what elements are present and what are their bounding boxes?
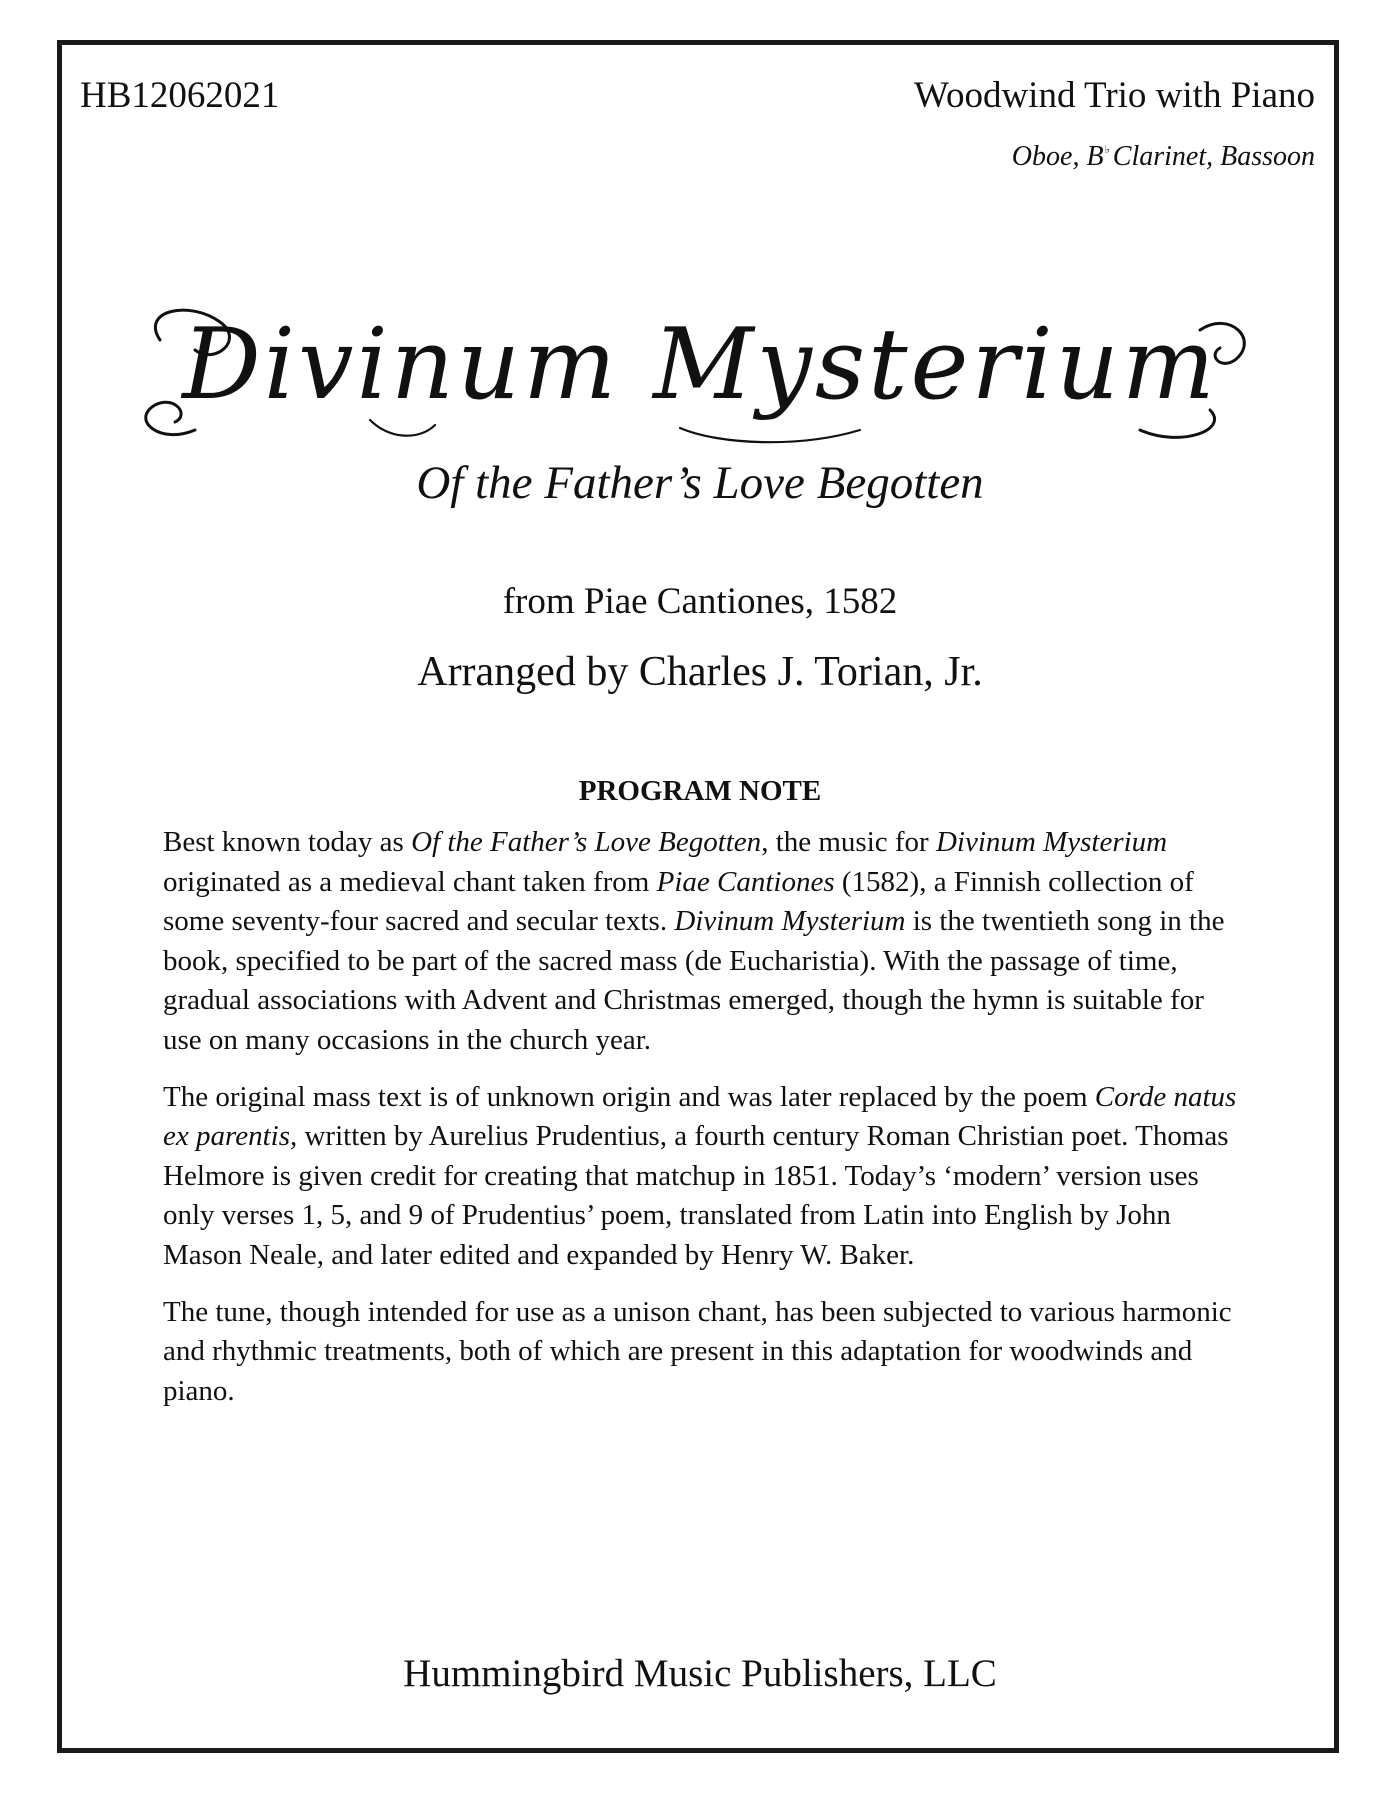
source-line: from Piae Cantiones, 1582 xyxy=(502,581,898,622)
instrumentation xyxy=(1012,133,1315,174)
subtitle: Of the Father’s Love Begotten xyxy=(416,457,984,509)
flat-sign: ♭ xyxy=(1104,144,1110,156)
instruments-rest: Clarinet, Bassoon xyxy=(1112,141,1315,172)
italic-title: Divinum Mysterium xyxy=(935,826,1168,858)
ensemble-label: Woodwind Trio with Piano xyxy=(913,75,1315,116)
italic-title: Divinum Mysterium xyxy=(674,905,906,938)
main-title: Divinum Mysterium xyxy=(182,308,1218,422)
italic-title: Piae Cantiones xyxy=(656,865,835,898)
arranger-credit: Arranged by Charles J. Torian, Jr. xyxy=(417,649,983,695)
italic-title: Corde natus ex parentis xyxy=(163,1080,1237,1153)
program-note-body xyxy=(163,823,1243,1428)
catalog-number: HB12062021 xyxy=(80,75,280,116)
italic-title: Of the Father’s Love Begotten xyxy=(411,826,762,858)
instruments-oboe-b: Oboe, B xyxy=(1011,141,1104,172)
decorative-title xyxy=(120,280,1280,450)
title-underswash xyxy=(370,420,860,442)
program-note-paragraph-3: The tune, though intended for use as a unison chant, has been subjected to various harmonic and rhythmic treatments, both of which are present in this adaptation for woodwinds and piano. xyxy=(163,1295,1232,1407)
program-note-heading: PROGRAM NOTE xyxy=(578,775,822,807)
program-note-paragraph-2: The original mass text is of unknown origin and was later replaced by the poem Corde natus ex parentis, written by Aurelius Prudentius, a fourth century Roman Christian poet. Thomas Helmore is given credit for creating that matchup in 1851. Today’s ‘modern’ version uses only verses 1, 5, and 9 of Prudentius’ poem, translated from Latin into English by John Mason Neale, and later edited and expanded by Henry W. Baker. xyxy=(163,1080,1237,1271)
publisher-name: Hummingbird Music Publishers, LLC xyxy=(403,1652,997,1695)
program-note-paragraph-1: Best known today as Of the Father’s Love Begotten, the music for Divinum Mysterium originated as a medieval chant taken from Piae Cantiones (1582), a Finnish collection of some seventy-four sacred and secular texts. Divinum Mysterium is the twentieth song in the book, specified to be part of the sacred mass (de Eucharistia). With the passage of time, gradual associations with Advent and Christmas emerged, though the hymn is suitable for use on many occasions in the church year. xyxy=(163,826,1225,1056)
